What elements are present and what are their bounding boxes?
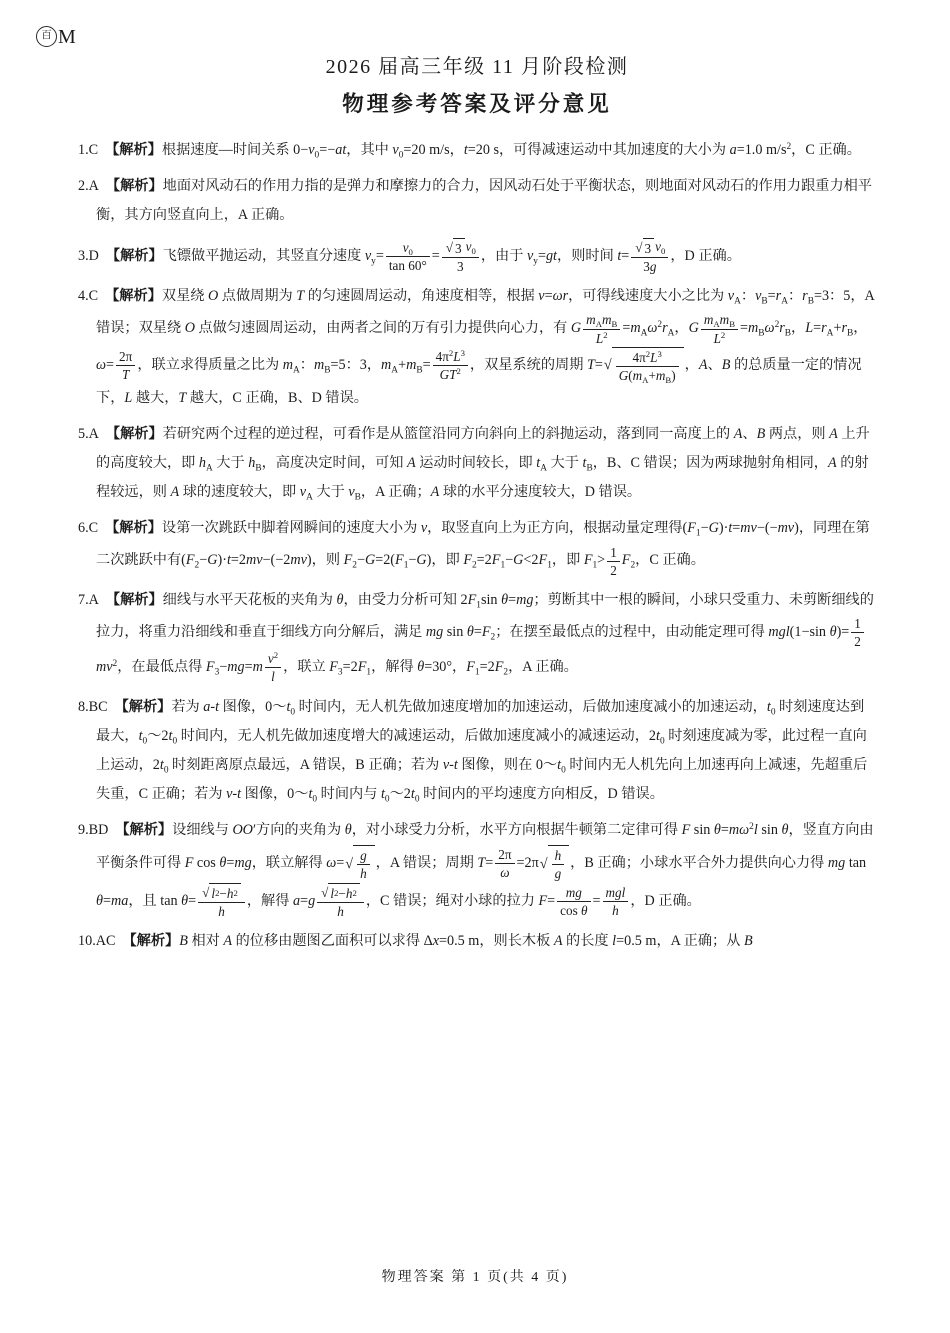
brand-logo xyxy=(36,26,76,47)
analysis-tag: 【解析】 xyxy=(105,288,162,305)
answer-item xyxy=(78,514,876,578)
answer-item xyxy=(78,282,876,413)
analysis-tag: 【解析】 xyxy=(105,178,163,195)
analysis-tag: 【解析】 xyxy=(105,142,162,159)
answer-item xyxy=(78,816,876,920)
answer-body: 设第一次跳跃中脚着网瞬间的速度大小为 v，取竖直向上为正方向，根据动量定理得$(F_1-G)\cdot t=mv-(-mv)$，同理在第二次跳跃中有$(F_2-G)\cdot t=2mv-(-2mv)$，则 $F_2-G=2(F_1-G)$，即 $F_2=2F_1-G<2F_1$，即 $F_1>$ $\frac{1}{2}$ $F_2$，C 正确。 xyxy=(96,520,870,578)
answer-item xyxy=(78,693,876,809)
answer-number: 9.BD xyxy=(78,822,109,839)
answer-body: B 相对 A 的位移由题图乙面积可以求得 Δx=0.5 m，则长木板 A 的长度 l=0.5 m，A 正确；从 B xyxy=(179,933,753,950)
logo-circle-icon: 百 xyxy=(36,26,57,47)
answer-number: 8.BC xyxy=(78,698,108,715)
analysis-tag: 【解析】 xyxy=(105,426,163,443)
analysis-tag: 【解析】 xyxy=(114,698,172,715)
answer-item xyxy=(78,586,876,686)
answer-body: 若研究两个过程的逆过程，可看作是从篮筐沿同方向斜向上的斜抛运动，落到同一高度上的 A、B 两点，则 A 上升的高度较大，即 $h_A$ 大于 $h_B$，高度决定时间，可知 A 运动时间较长，即 $t_A$ 大于 $t_B$，B、C 错误；因为两球抛射角相同，A 的射程较远，则 A 球的速度较大，即 $v_A$ 大于 $v_B$，A 正确；A 球的水平分速度较大，D 错误。 xyxy=(96,426,870,503)
answer-number: 4.C xyxy=(78,288,99,305)
answer-item xyxy=(78,136,876,165)
analysis-tag: 【解析】 xyxy=(115,822,173,839)
answer-body: 设细线与 OO′方向的夹角为 θ，对小球受力分析，水平方向根据牛顿第二定律可得 F $\sin \theta=m\omega^2l$ sin θ，竖直方向由平衡条件可得 F cos θ=mg，联立解得 ω= √ $\frac{g}{h}$ ，A 错误；周期 T= $\frac{2\pi}{\omega}$ =2π √ $\frac{h}{g}$ ，B 正确；小球水平合外力提供向心力得 mg tan θ=ma，且 tan θ= √ l 2 − h 2 h ，解得 a=g √ l 2 − h 2 h ，C 错误；绳对小球的拉力 F= $\frac{mg}{\text{cos θ}}$ = $\frac{\text{mgl}}{h}$ ，D 正确。 xyxy=(96,821,874,920)
answer-number: 6.C xyxy=(78,520,99,537)
analysis-tag: 【解析】 xyxy=(105,520,162,537)
answer-body: 细线与水平天花板的夹角为 θ，由受力分析可知 $2F_1\sin$ θ=mg；剪断其中一根的瞬间，小球只受重力、未剪断细线的拉力，将重力沿细线和垂直于细线方向分解后，满足 mg $\sin \theta=F_2$；在摆至最低点的过程中，由动能定理可得 mgl(1−sin θ)= $\frac{1}{2}$ $mv^2$，在最低点得 $F_3-mg=m$ $\frac{v^2}{l}$ ，联立 $F_3=2F_1$，解得 θ=30°，$F_1=2F_2$，A 正确。 xyxy=(96,591,874,685)
answers-list xyxy=(78,136,876,956)
answer-item xyxy=(78,927,876,956)
answer-number: 1.C xyxy=(78,142,99,159)
analysis-tag: 【解析】 xyxy=(105,591,163,608)
answer-number: 5.A xyxy=(78,426,99,443)
analysis-tag: 【解析】 xyxy=(105,247,163,264)
answer-number: 7.A xyxy=(78,591,99,608)
logo-letter: M xyxy=(58,25,76,48)
answer-item xyxy=(78,238,876,276)
answer-item xyxy=(78,420,876,507)
page-title: 物理参考答案及评分意见 xyxy=(342,92,612,116)
answer-body: 若为 a-t 图像，$0\sim t_0$ 时间内，无人机先做加速度增加的加速运动，后做加速度减小的加速运动，$t_0$ 时刻速度达到最大，$t_0\sim 2t_0$ 时间内，无人机先做加速度增大的减速运动，后做加速度减小的减速运动，$2t_0$ 时刻速度减为零，此过程一直向上运动，$2t_0$ 时刻距离原点最远，A 错误，B 正确；若为 v-t 图像，则在 $0\sim t_0$ 时间内无人机先向上加速再向上减速，先超重后失重，C 正确；若为 v-t 图像，$0\sim t_0$ 时间内与 $t_0\sim 2t_0$ 时间内的平均速度方向相反，D 错误。 xyxy=(96,698,868,805)
answer-body: 地面对风动石的作用力指的是弹力和摩擦力的合力，因风动石处于平衡状态，则地面对风动石的作用力跟重力相平衡，其方向竖直向上，A 正确。 xyxy=(96,178,873,224)
exam-title: 2026 届高三年级 11 月阶段检测 xyxy=(325,56,629,78)
answer-number: 2.A xyxy=(78,178,99,195)
answer-body: 飞镖做平抛运动，其竖直分速度 $v_y=$ $\frac{v_0}{\tan 60^\circ}$ = √ 3 $v_0$ 3 ，由于 $v_y=gt$，则时间 t= √ 3 $v_0$ 3g ，D 正确。 xyxy=(162,238,741,275)
answer-number: 3.D xyxy=(78,247,99,264)
answer-item xyxy=(78,172,876,230)
answer-body: 双星绕 O 点做周期为 T 的匀速圆周运动，角速度相等，根据 v=ωr，可得线速度大小之比为 $v_A$：$v_B=r_A$：$r_B=3$：5，A 错误；双星绕 O 点做匀速圆周运动，由两者之间的万有引力提供向心力，有 G $\frac{m_Am_B}{L^2}$ $=m_A\omega^2r_A$，G $\frac{m_Am_B}{L^2}$ $=m_B\omega^2r_B$，$L=r_A+r_B$，ω= $\frac{2\pi}{T}$ ，联立求得质量之比为 $m_A$：$m_B=5$：3，$m_A+m_B=$ $\frac{4\pi^2L^3}{GT^2}$ ，双星系统的周期 T= √ $\frac{4\pi^2L^3}{G(m_A+m_B)}$ ，A、B 的总质量一定的情况下，L 越大，T 越大，C 正确，B、D 错误。 xyxy=(96,288,874,407)
analysis-tag: 【解析】 xyxy=(122,933,180,950)
answer-number: 10.AC xyxy=(78,933,116,950)
page-footer: 物理答案 第 1 页(共 4 页) xyxy=(381,1270,569,1286)
answer-body: 根据速度—时间关系 $0-v_0=-at$，其中 $v_0=20$ m/s，t=20 s，可得减速运动中其加速度的大小为 a=1.0 $m/s^2$，C 正确。 xyxy=(161,142,861,161)
